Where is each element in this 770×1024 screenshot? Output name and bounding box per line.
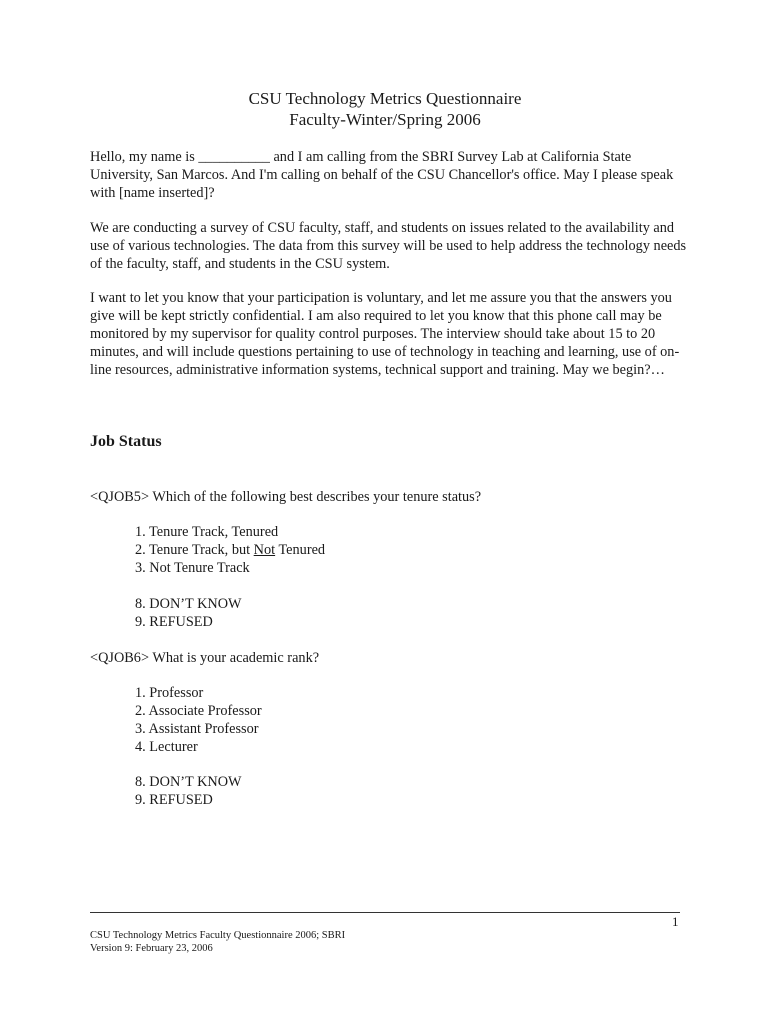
intro-paragraph-consent: I want to let you know that your participation is voluntary, and let me assure you that the answers you give will be kept strictly confidential. I am also required to let you know that this phone call may be monitored by my supervisor for quality control purposes. The interview should take about 15 to 20 minutes, and will include questions pertaining to use of technology in teaching and learning, use of on-line resources, administrative information systems, technical support and training. May we begin?… (90, 290, 680, 378)
qjob6-option-4: 4. Lecturer (135, 739, 198, 755)
qjob5-special-options (135, 595, 242, 631)
qjob6-option-2: 2. Associate Professor (135, 703, 262, 719)
qjob6-option-3: 3. Assistant Professor (135, 721, 259, 737)
qjob5-options (135, 523, 325, 577)
document-title: CSU Technology Metrics Questionnaire (248, 89, 522, 108)
question-qjob5: <QJOB5> Which of the following best describes your tenure status? (90, 489, 482, 505)
footer-divider (90, 912, 680, 913)
qjob6-options (135, 684, 262, 756)
document-subtitle: Faculty-Winter/Spring 2006 (289, 110, 481, 129)
qjob5-option-2-suffix: Tenured (275, 542, 326, 558)
qjob5-option-2 (135, 541, 325, 559)
intro-paragraph-purpose: We are conducting a survey of CSU faculty, staff, and students on issues related to the availability and use of various technologies. The data from this survey will be used to help address the technology needs of the faculty, staff, and students in the CSU system. (90, 220, 687, 272)
qjob5-option-1: 1. Tenure Track, Tenured (135, 524, 279, 540)
qjob5-option-3: 3. Not Tenure Track (135, 560, 250, 576)
footer-document-name: CSU Technology Metrics Faculty Questionnaire 2006; SBRI (90, 930, 346, 941)
footer-version: Version 9: February 23, 2006 (90, 943, 213, 954)
section-heading-job-status: Job Status (90, 433, 162, 450)
qjob6-option-dont-know: 8. DON’T KNOW (135, 774, 242, 790)
intro-paragraph-greeting: Hello, my name is __________ and I am calling from the SBRI Survey Lab at California State University, San Marcos. And I'm calling on behalf of the CSU Chancellor's office. May I please speak with [name inserted]? (90, 149, 674, 201)
qjob6-special-options (135, 773, 242, 809)
qjob5-option-refused: 9. REFUSED (135, 614, 213, 630)
qjob5-option-2-prefix: 2. Tenure Track, but (135, 542, 254, 558)
qjob6-option-refused: 9. REFUSED (135, 792, 213, 808)
qjob6-option-1: 1. Professor (135, 685, 204, 701)
qjob5-option-dont-know: 8. DON’T KNOW (135, 596, 242, 612)
qjob5-option-2-underlined: Not (253, 542, 276, 558)
question-qjob6: <QJOB6> What is your academic rank? (90, 650, 320, 666)
page-number: 1 (672, 914, 679, 929)
